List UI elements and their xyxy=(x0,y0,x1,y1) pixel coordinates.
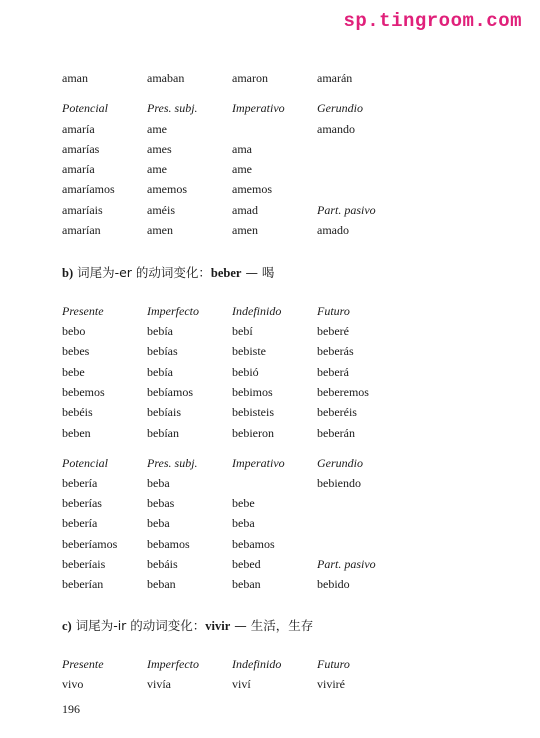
table-cell: bebería xyxy=(62,516,98,530)
table-cell: bebido xyxy=(317,577,350,591)
table-cell: beba xyxy=(147,516,170,530)
table-cell: amarán xyxy=(317,71,353,85)
table-row xyxy=(0,577,540,595)
table-row xyxy=(0,203,540,221)
table-cell: beberéis xyxy=(317,405,357,419)
column-header: Indefinido xyxy=(232,657,282,671)
heading-meaning: — 生活，生存 xyxy=(230,618,314,633)
table-row xyxy=(0,385,540,403)
table-cell: beberíamos xyxy=(62,537,118,551)
table-row xyxy=(0,223,540,241)
column-header: Gerundio xyxy=(317,101,363,115)
table-cell: bebo xyxy=(62,324,86,338)
table-cell: amaron xyxy=(232,71,268,85)
table-cell: bebieron xyxy=(232,426,274,440)
table-cell: beberé xyxy=(317,324,349,338)
column-header: Imperativo xyxy=(232,101,285,115)
table-cell: amaríais xyxy=(62,203,103,217)
column-header: Gerundio xyxy=(317,456,363,470)
heading-letter: b) xyxy=(62,266,74,280)
column-header: Potencial xyxy=(62,456,108,470)
table-row xyxy=(0,142,540,160)
table-cell: vivo xyxy=(62,677,84,691)
table-cell: amen xyxy=(232,223,258,237)
table-row xyxy=(0,405,540,423)
table-row xyxy=(0,426,540,444)
column-header: Imperfecto xyxy=(147,304,199,318)
table-cell: bebiendo xyxy=(317,476,361,490)
table-row xyxy=(0,677,540,695)
table-cell: amando xyxy=(317,122,355,136)
table-row xyxy=(0,557,540,575)
table-row xyxy=(0,365,540,383)
column-header: Pres. subj. xyxy=(147,456,198,470)
table-row xyxy=(0,162,540,180)
column-header: Potencial xyxy=(62,101,108,115)
table-cell: amarían xyxy=(62,223,101,237)
table-cell: viviré xyxy=(317,677,345,691)
table-row xyxy=(0,344,540,362)
table-cell: ame xyxy=(147,122,167,136)
table-cell: beben xyxy=(62,426,91,440)
table-header-row xyxy=(0,304,540,322)
table-cell: bebemos xyxy=(62,385,105,399)
table-cell: ame xyxy=(147,162,167,176)
table-header-row xyxy=(0,456,540,474)
heading-verb: beber xyxy=(210,266,242,280)
table-row xyxy=(0,496,540,514)
table-cell: amaría xyxy=(62,122,95,136)
column-header: Pres. subj. xyxy=(147,101,198,115)
table-row xyxy=(0,476,540,494)
table-cell: bebisteis xyxy=(232,405,274,419)
heading-verb: vivir xyxy=(205,619,231,633)
table-cell: amaban xyxy=(147,71,185,85)
table-cell: vivía xyxy=(147,677,171,691)
table-cell: amemos xyxy=(232,182,272,196)
table-cell: bebía xyxy=(147,365,173,379)
table-cell: bebían xyxy=(147,426,179,440)
column-header: Indefinido xyxy=(232,304,282,318)
table-cell: beberían xyxy=(62,577,104,591)
table-subheader: Part. pasivo xyxy=(317,203,376,217)
table-cell: bebamos xyxy=(147,537,190,551)
table-header-row xyxy=(0,101,540,119)
table-cell: ame xyxy=(232,162,252,176)
column-header: Imperativo xyxy=(232,456,285,470)
table-cell: amen xyxy=(147,223,173,237)
table-cell: bebe xyxy=(232,496,255,510)
table-header-row xyxy=(0,657,540,675)
table-cell: bebéis xyxy=(62,405,93,419)
table-cell: bebe xyxy=(62,365,85,379)
table-row xyxy=(0,537,540,555)
table-cell: bebíamos xyxy=(147,385,193,399)
column-header: Imperfecto xyxy=(147,657,199,671)
table-row xyxy=(0,324,540,342)
heading-text: 词尾为-ir 的动词变化： xyxy=(71,618,206,633)
section-heading-c xyxy=(62,616,313,634)
table-cell: bebíais xyxy=(147,405,181,419)
table-cell: beba xyxy=(147,476,170,490)
table-row xyxy=(0,516,540,534)
heading-meaning: — 喝 xyxy=(241,265,275,280)
watermark: sp.tingroom.com xyxy=(343,10,522,32)
table-cell: bebí xyxy=(232,324,253,338)
table-cell: beberá xyxy=(317,365,349,379)
table-cell: amarías xyxy=(62,142,100,156)
table-cell: bebías xyxy=(147,344,178,358)
table-cell: bebáis xyxy=(147,557,178,571)
table-cell: bebed xyxy=(232,557,261,571)
column-header: Presente xyxy=(62,657,104,671)
page-number: 196 xyxy=(62,702,80,716)
table-cell: bebamos xyxy=(232,537,275,551)
table-cell: ames xyxy=(147,142,172,156)
table-cell: bebería xyxy=(62,476,98,490)
table-cell: améis xyxy=(147,203,175,217)
table-cell: bebas xyxy=(147,496,175,510)
table-cell: amado xyxy=(317,223,349,237)
table-cell: ama xyxy=(232,142,252,156)
table-cell: bebiste xyxy=(232,344,266,358)
table-cell: beberías xyxy=(62,496,102,510)
table-cell: beberás xyxy=(317,344,354,358)
table-subheader: Part. pasivo xyxy=(317,557,376,571)
table-cell: bebió xyxy=(232,365,259,379)
table-cell: beberíais xyxy=(62,557,106,571)
table-cell: beberán xyxy=(317,426,355,440)
column-header: Futuro xyxy=(317,657,350,671)
heading-letter: c) xyxy=(62,619,72,633)
table-cell: bebes xyxy=(62,344,90,358)
table-cell: beban xyxy=(147,577,176,591)
table-row xyxy=(0,182,540,200)
table-row xyxy=(0,122,540,140)
table-cell: amad xyxy=(232,203,258,217)
table-cell: amemos xyxy=(147,182,187,196)
table-row xyxy=(0,71,540,89)
column-header: Presente xyxy=(62,304,104,318)
heading-text: 词尾为-er 的动词变化： xyxy=(73,265,211,280)
column-header: Futuro xyxy=(317,304,350,318)
table-cell: bebía xyxy=(147,324,173,338)
section-heading-b xyxy=(62,263,274,281)
table-cell: aman xyxy=(62,71,88,85)
table-cell: viví xyxy=(232,677,251,691)
table-cell: amaríamos xyxy=(62,182,115,196)
table-cell: bebimos xyxy=(232,385,273,399)
table-cell: beberemos xyxy=(317,385,369,399)
table-cell: beba xyxy=(232,516,255,530)
table-cell: beban xyxy=(232,577,261,591)
table-cell: amaría xyxy=(62,162,95,176)
